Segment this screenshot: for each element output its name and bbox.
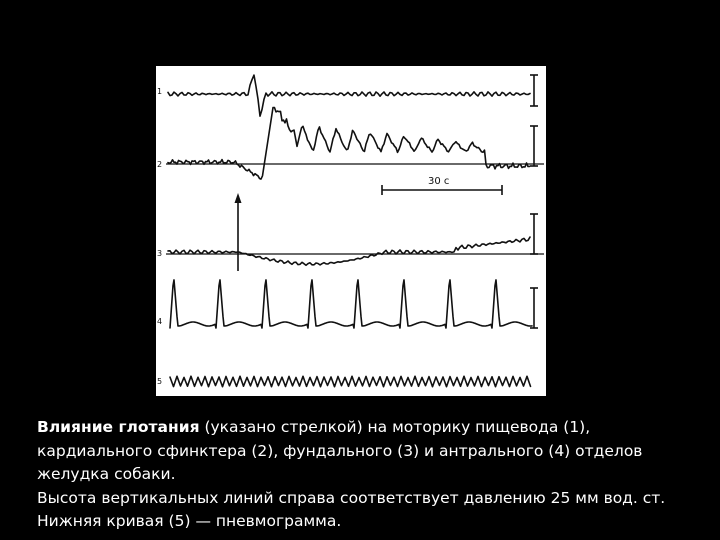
caption-line-2: кардиального сфинктера (2), фундального (3) и антрального (4) отделов: [37, 441, 643, 460]
trace-number-3: 3: [157, 249, 163, 258]
caption-line-1: [37, 416, 707, 440]
trace-5-pneumogram: [170, 376, 531, 387]
trace-number-4: 4: [157, 317, 163, 326]
trace-3-fundus: [168, 237, 530, 265]
trace-number-5: 5: [157, 377, 163, 386]
time-scale-label: 30 с: [428, 176, 450, 187]
motility-recording: [156, 66, 546, 396]
swallow-arrow: [235, 193, 242, 271]
caption-line-5: Нижняя кривая (5) — пневмограмма.: [37, 512, 342, 530]
caption-line-4: Высота вертикальных линий справа соответствует давлению 25 мм вод. ст.: [37, 488, 666, 507]
figure-panel: [156, 66, 546, 396]
pressure-scale-bars: [530, 75, 538, 328]
trace-1-esophagus: [168, 75, 530, 116]
trace-number-1: 1: [157, 87, 163, 96]
trace-number-2: 2: [157, 160, 163, 169]
caption-line-1-rest: (указано стрелкой) на моторику пищевода (1),: [199, 418, 591, 436]
trace-4-antrum: [170, 280, 532, 328]
caption-line-3: желудка собаки.: [37, 465, 176, 483]
caption-bold-title: Влияние глотания: [37, 418, 200, 436]
trace-2-cardiac-sphincter: [168, 108, 530, 180]
figure-caption: [37, 416, 707, 534]
